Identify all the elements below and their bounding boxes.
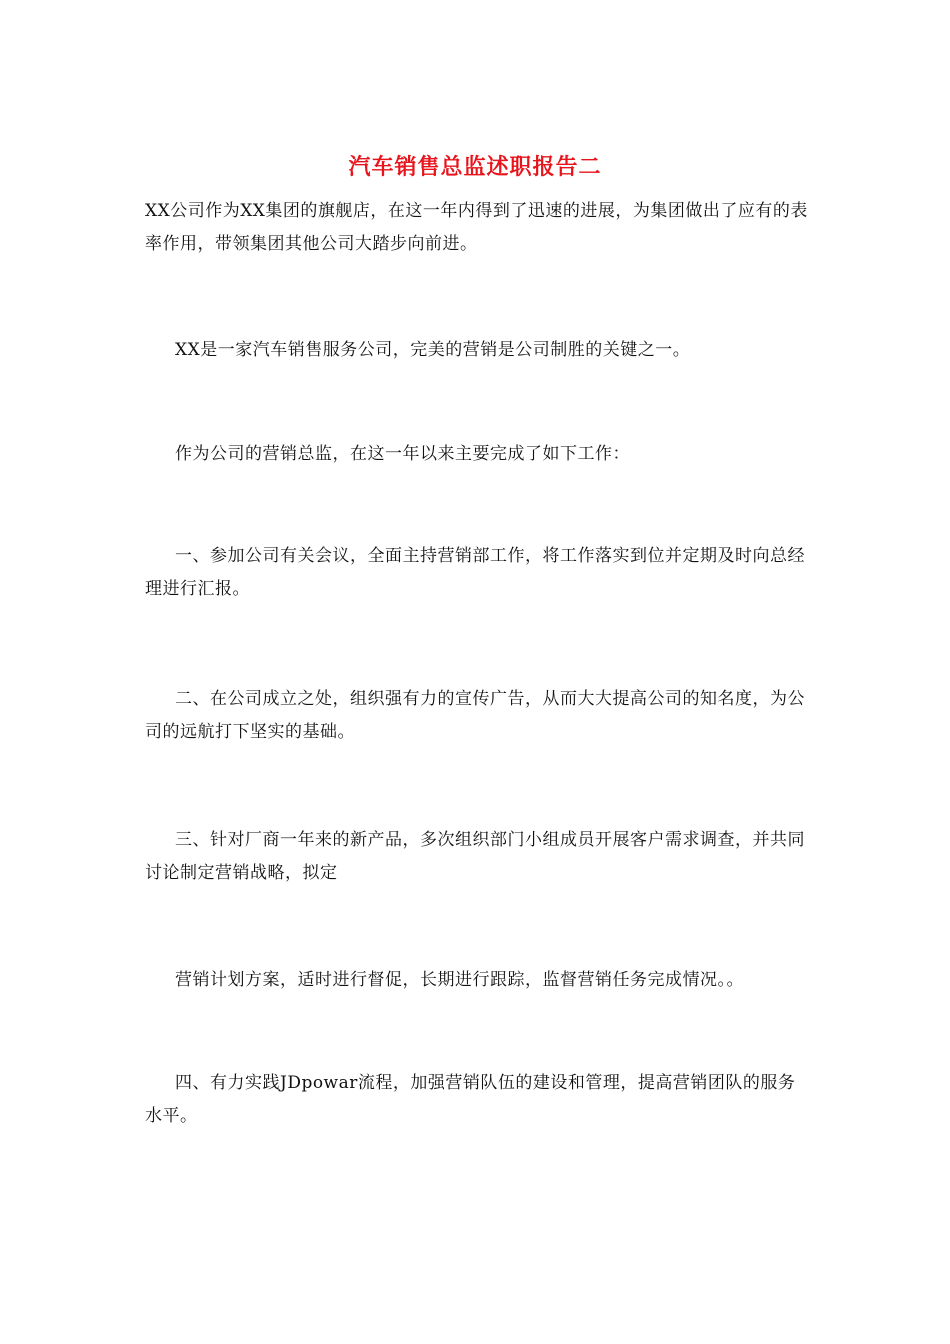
paragraph-item-4: 四、有力实践JDpowar流程，加强营销队伍的建设和管理，提高营销团队的服务水平。 bbox=[145, 1073, 796, 1126]
paragraph-item-3: 三、针对厂商一年来的新产品，多次组织部门小组成员开展客户需求调查，并共同讨论制定营销战略，拟定 bbox=[145, 830, 805, 883]
document-title: 汽车销售总监述职报告二 bbox=[348, 154, 602, 180]
paragraph-work-summary: 作为公司的营销总监，在这一年以来主要完成了如下工作： bbox=[175, 444, 630, 464]
paragraph-item-3-continued: 营销计划方案，适时进行督促，长期进行跟踪，监督营销任务完成情况。。 bbox=[175, 970, 744, 990]
paragraph-company-intro: XX是一家汽车销售服务公司，完美的营销是公司制胜的关键之一。 bbox=[175, 340, 691, 360]
paragraph-intro: XX公司作为XX集团的旗舰店，在这一年内得到了迅速的进展，为集团做出了应有的表率作用，带领集团其他公司大踏步向前进。 bbox=[145, 201, 808, 254]
paragraph-item-1: 一、参加公司有关会议，全面主持营销部工作，将工作落实到位并定期及时向总经理进行汇报。 bbox=[145, 546, 805, 599]
paragraph-item-2: 二、在公司成立之处，组织强有力的宣传广告，从而大大提高公司的知名度，为公司的远航打下坚实的基础。 bbox=[145, 689, 805, 742]
